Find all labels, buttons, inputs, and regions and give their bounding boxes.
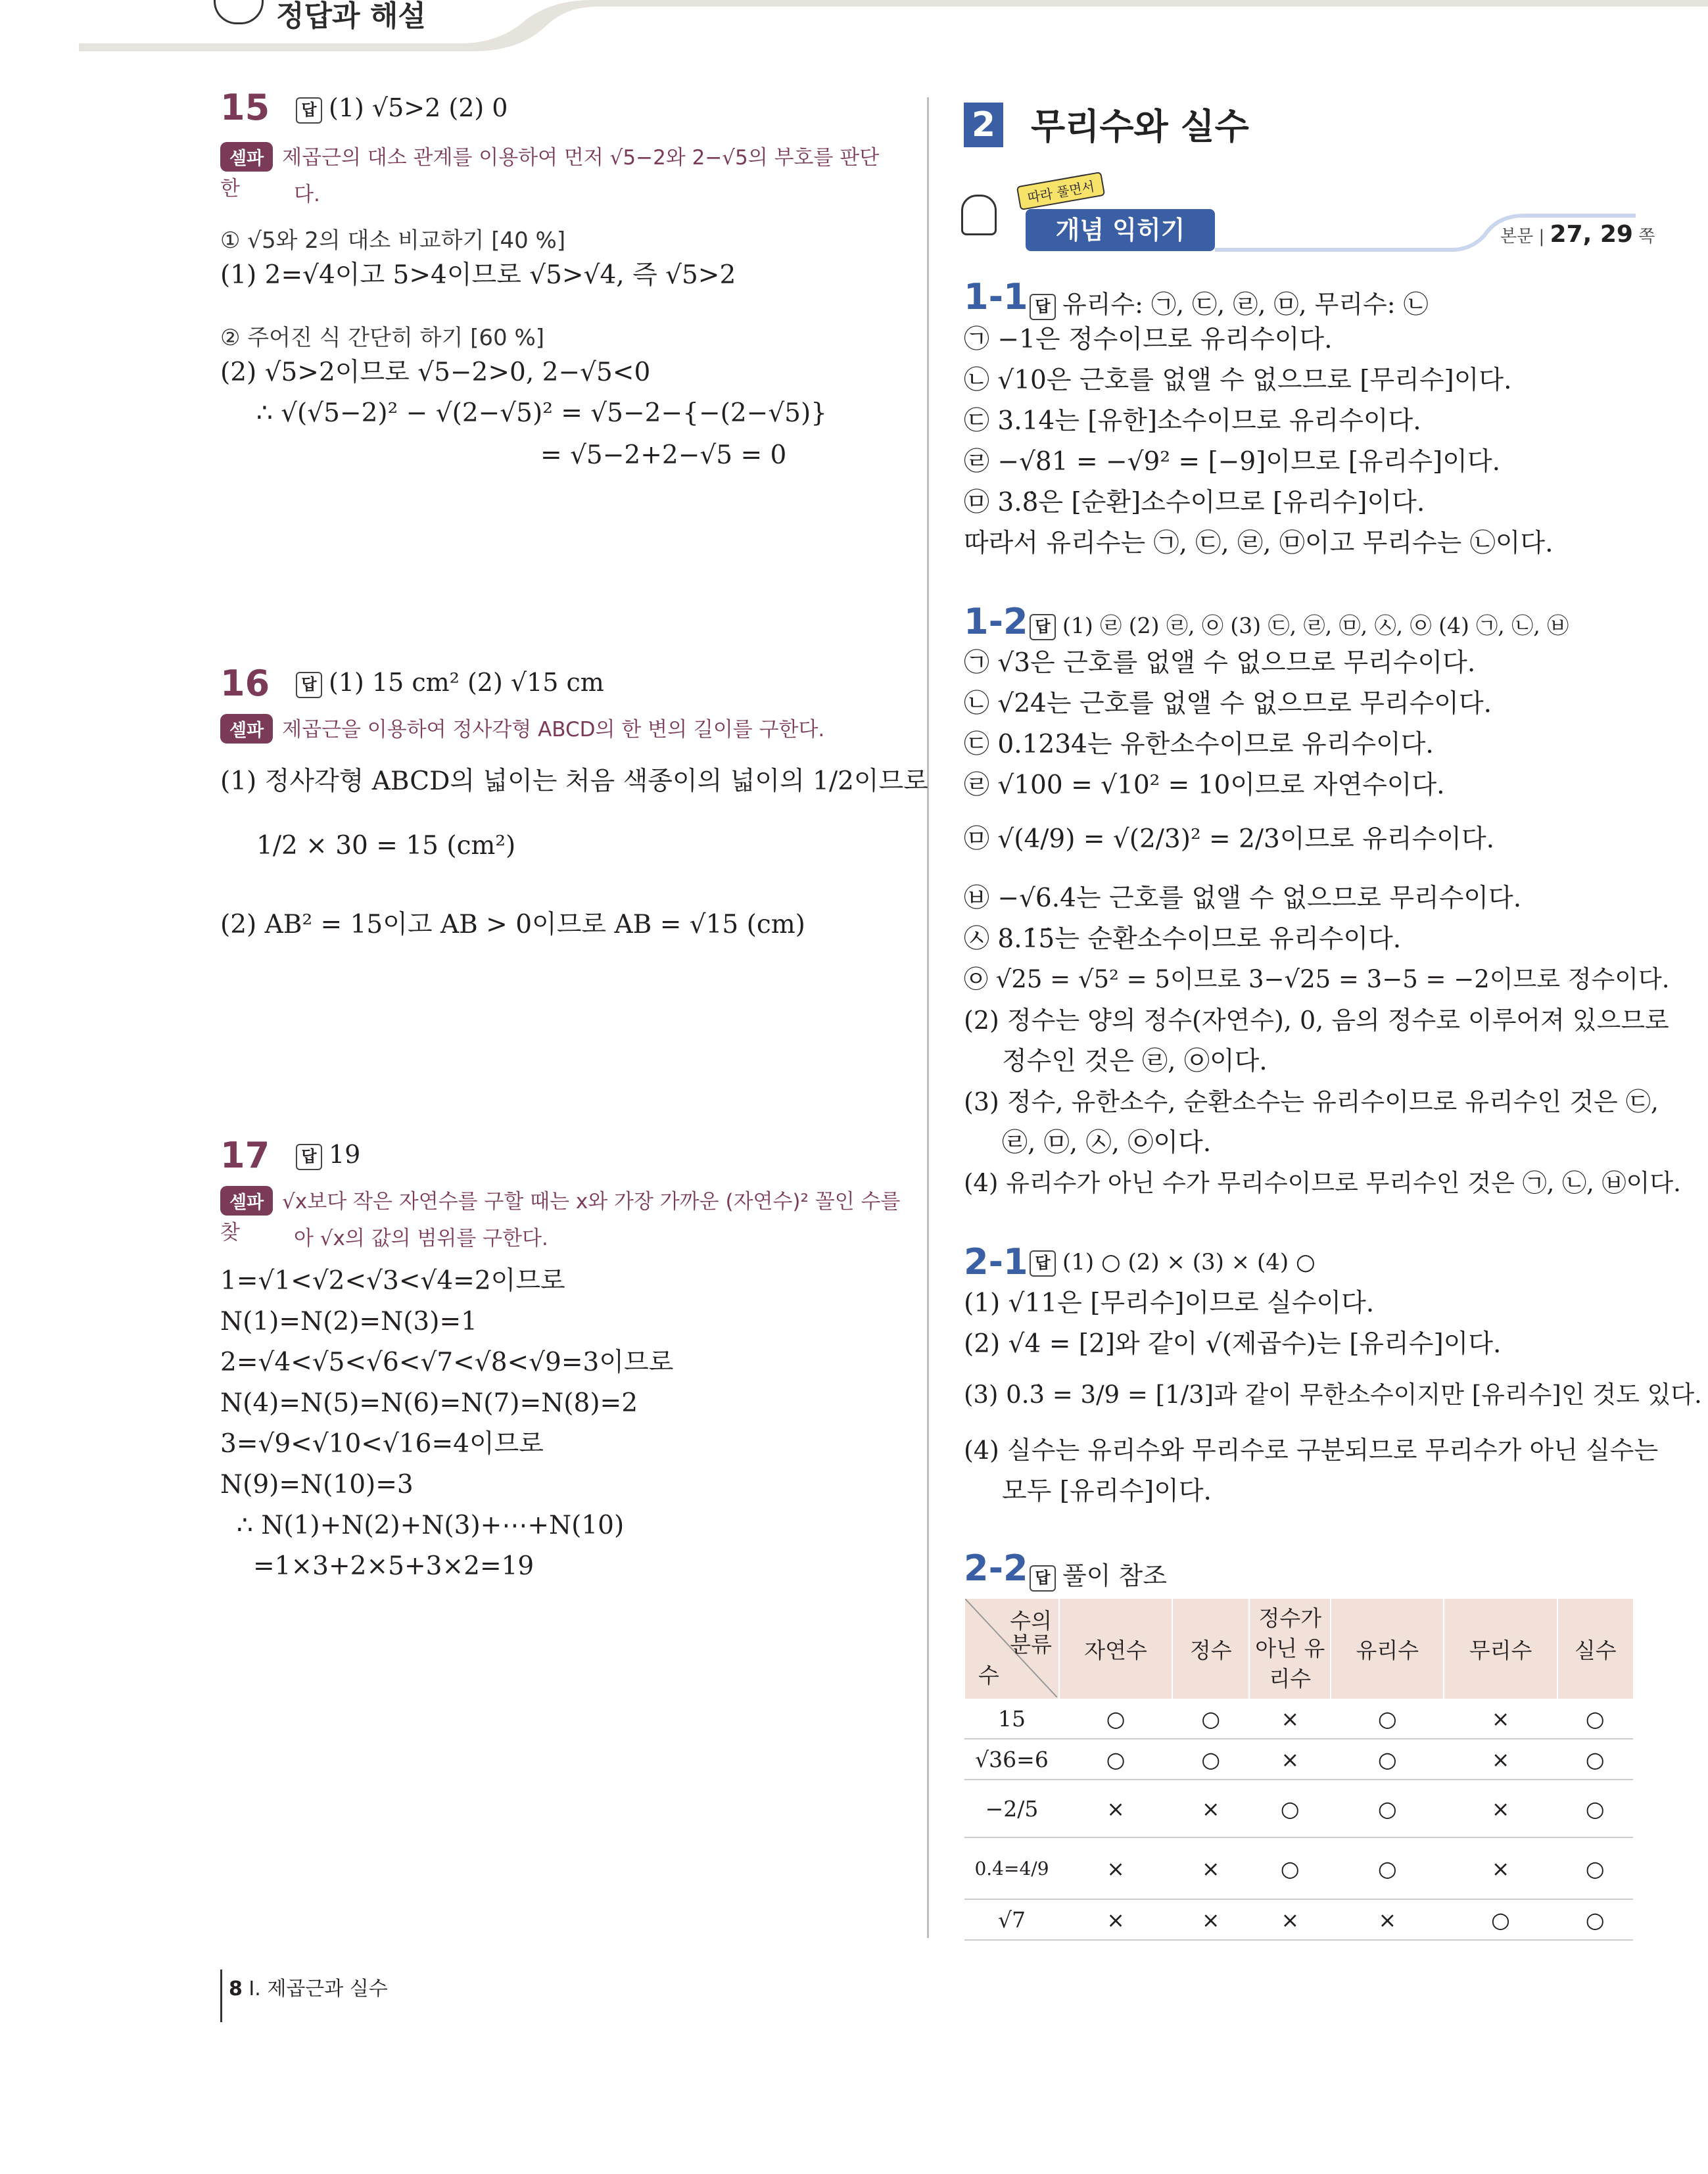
solution-line: 모두 [유리수]이다. bbox=[1002, 1477, 1212, 1506]
table-cell: ○ bbox=[1331, 1837, 1444, 1899]
page-ref-pages: 27, 29 bbox=[1550, 221, 1633, 248]
table-cell: × bbox=[1172, 1837, 1249, 1899]
table-cell: ○ bbox=[1444, 1899, 1557, 1940]
answer-icon: 답 bbox=[1030, 1565, 1056, 1592]
problem-number-17: 17 bbox=[220, 1135, 270, 1176]
solution-line: ㉣, ㉤, ㉦, ㉧이다. bbox=[1002, 1128, 1212, 1158]
row-label: 15 bbox=[964, 1699, 1059, 1739]
footer-rule bbox=[220, 1970, 222, 2022]
solution-line: 2=√4<√5<√6<√7<√8<√9=3이므로 bbox=[220, 1348, 674, 1377]
solution-line: (3) 정수, 유한소수, 순환소수는 유리수이므로 유리수인 것은 ㉢, bbox=[964, 1087, 1659, 1116]
col-header: 정수가 아닌 유리수 bbox=[1249, 1599, 1331, 1699]
answer-icon: 답 bbox=[296, 1144, 322, 1170]
answer-17 bbox=[296, 1140, 360, 1170]
hint-15 bbox=[220, 141, 891, 201]
solution-line: ㉣ −√81 = −√9² = [−9]이므로 [유리수]이다. bbox=[964, 447, 1501, 477]
solution-line: N(9)=N(10)=3 bbox=[220, 1470, 414, 1500]
table-row bbox=[964, 1699, 1633, 1739]
answer-icon: 답 bbox=[1030, 1250, 1056, 1277]
page-number: 8 bbox=[229, 1977, 243, 2000]
solution-line: (1) 2=√4이고 5>4이므로 √5>√4, 즉 √5>2 bbox=[220, 260, 736, 290]
answer-text: 19 bbox=[329, 1140, 361, 1169]
hint-16 bbox=[220, 713, 904, 744]
table-cell: ○ bbox=[1557, 1699, 1633, 1739]
hint-text: √x보다 작은 자연수를 구할 때는 x와 가장 가까운 (자연수)² 꼴인 수를 찾 bbox=[220, 1190, 901, 1244]
classification-table bbox=[964, 1599, 1633, 1941]
solution-line: ∴ √(√5−2)² − √(2−√5)² = √5−2−{−(2−√5)} bbox=[256, 398, 828, 428]
table-cell: ○ bbox=[1249, 1780, 1331, 1837]
table-row bbox=[964, 1739, 1633, 1780]
hint-text: 제곱근을 이용하여 정사각형 ABCD의 한 변의 길이를 구한다. bbox=[282, 718, 825, 742]
answer-text: 풀이 참조 bbox=[1062, 1561, 1167, 1590]
col-header: 실수 bbox=[1557, 1599, 1633, 1699]
hint-15-cont: 다. bbox=[294, 183, 320, 206]
solution-line: (2) √4 = [2]와 같이 √(제곱수)는 [유리수]이다. bbox=[964, 1329, 1502, 1359]
corner-mid-label: 분류 bbox=[1010, 1632, 1052, 1657]
solution-line: ㉢ 0.1234는 유한소수이므로 유리수이다. bbox=[964, 730, 1434, 759]
hint-text: 제곱근의 대소 관계를 이용하여 먼저 √5−2와 2−√5의 부호를 판단한 bbox=[220, 146, 880, 201]
solution-line: =1×3+2×5+3×2=19 bbox=[253, 1551, 534, 1581]
solution-line: ㉥ −√6.4는 근호를 없앨 수 없으므로 무리수이다. bbox=[964, 884, 1522, 913]
solution-line: N(4)=N(5)=N(6)=N(7)=N(8)=2 bbox=[220, 1388, 638, 1418]
problem-number-15: 15 bbox=[220, 87, 270, 128]
col-header: 자연수 bbox=[1059, 1599, 1172, 1699]
page-ref-prefix: 본문 | bbox=[1500, 227, 1550, 247]
table-cell: × bbox=[1444, 1837, 1557, 1899]
hint-badge: 셀파 bbox=[220, 1186, 273, 1216]
solution-line: (2) 정수는 양의 정수(자연수), 0, 음의 정수로 이루어져 있으므로 bbox=[964, 1006, 1669, 1035]
hint-badge: 셀파 bbox=[220, 714, 273, 744]
mascot-icon bbox=[961, 195, 997, 235]
step-2: ② 주어진 식 간단히 하기 [60 %] bbox=[220, 325, 545, 351]
page-ref bbox=[1500, 221, 1655, 248]
answer-text: (1) √5>2 (2) 0 bbox=[329, 93, 508, 122]
solution-line: 1/2 × 30 = 15 (cm²) bbox=[256, 831, 516, 861]
solution-line: ㉠ √3은 근호를 없앨 수 없으므로 무리수이다. bbox=[964, 648, 1476, 678]
table-cell: × bbox=[1172, 1899, 1249, 1940]
row-label: √36=6 bbox=[964, 1739, 1059, 1780]
solution-line: ㉤ √(4/9) = √(2/3)² = 2/3이므로 유리수이다. bbox=[964, 824, 1495, 854]
solution-line: 정수인 것은 ㉣, ㉧이다. bbox=[1002, 1047, 1268, 1076]
answer-1-2 bbox=[1030, 609, 1569, 640]
solution-line: (1) √11은 [무리수]이므로 실수이다. bbox=[964, 1288, 1375, 1318]
table-cell: × bbox=[1059, 1899, 1172, 1940]
solution-line: 따라서 유리수는 ㉠, ㉢, ㉣, ㉤이고 무리수는 ㉡이다. bbox=[964, 529, 1554, 558]
table-cell: ○ bbox=[1172, 1699, 1249, 1739]
solution-line: (2) √5>2이므로 √5−2>0, 2−√5<0 bbox=[220, 358, 651, 387]
solution-line: ㉠ −1은 정수이므로 유리수이다. bbox=[964, 325, 1333, 354]
answer-text: (1) ㉣ (2) ㉣, ㉧ (3) ㉢, ㉣, ㉤, ㉦, ㉧ (4) ㉠, ㉡, ㉥ bbox=[1062, 613, 1569, 638]
table-cell: ○ bbox=[1557, 1837, 1633, 1899]
solution-line: 3=√9<√10<√16=4이므로 bbox=[220, 1429, 544, 1459]
hint-17-cont: 아 √x의 값의 범위를 구한다. bbox=[294, 1227, 548, 1250]
table-row bbox=[964, 1899, 1633, 1940]
col-header: 유리수 bbox=[1331, 1599, 1444, 1699]
solution-line: ㉤ 3.8̇은 [순환]소수이므로 [유리수]이다. bbox=[964, 488, 1425, 517]
table-cell: × bbox=[1249, 1699, 1331, 1739]
solution-line: ㉣ √100 = √10² = 10이므로 자연수이다. bbox=[964, 770, 1445, 800]
table-cell: ○ bbox=[1557, 1899, 1633, 1940]
footer bbox=[229, 1972, 388, 2001]
section-number: 2 bbox=[964, 103, 1003, 147]
chapter-label: I. 제곱근과 실수 bbox=[249, 1977, 388, 2000]
banner-label: 개념 익히기 bbox=[1026, 209, 1215, 251]
solution-line: ㉢ 3.14는 [유한]소수이므로 유리수이다. bbox=[964, 406, 1421, 436]
solution-line: ㉧ √25 = √5² = 5이므로 3−√25 = 3−5 = −2이므로 정수이다. bbox=[964, 965, 1670, 993]
col-header: 무리수 bbox=[1444, 1599, 1557, 1699]
problem-number-2-2: 2-2 bbox=[964, 1548, 1028, 1589]
table-cell: × bbox=[1172, 1780, 1249, 1837]
solution-line: (1) 정사각형 ABCD의 넓이는 처음 색종이의 넓이의 1/2이므로 bbox=[220, 767, 928, 796]
solution-line: (4) 유리수가 아닌 수가 무리수이므로 무리수인 것은 ㉠, ㉡, ㉥이다. bbox=[964, 1169, 1681, 1197]
step-1: ① √5와 2의 대소 비교하기 [40 %] bbox=[220, 227, 566, 254]
table-cell: ○ bbox=[1249, 1837, 1331, 1899]
solution-line: ㉡ √10은 근호를 없앨 수 없으므로 [무리수]이다. bbox=[964, 366, 1512, 395]
table-cell: ○ bbox=[1059, 1699, 1172, 1739]
table-cell: ○ bbox=[1331, 1780, 1444, 1837]
corner-bottom-label: 수 bbox=[978, 1663, 999, 1688]
table-cell: × bbox=[1331, 1899, 1444, 1940]
table-cell: ○ bbox=[1059, 1739, 1172, 1780]
table-cell: ○ bbox=[1172, 1739, 1249, 1780]
row-label: √7 bbox=[964, 1899, 1059, 1940]
solution-line: ㉦ 8.1̇5̇는 순환소수이므로 유리수이다. bbox=[964, 924, 1402, 954]
answer-text: 유리수: ㉠, ㉢, ㉣, ㉤, 무리수: ㉡ bbox=[1062, 290, 1429, 319]
answer-1-1 bbox=[1030, 284, 1429, 320]
table-cell: × bbox=[1249, 1899, 1331, 1940]
table-corner-cell bbox=[964, 1599, 1059, 1699]
table-cell: × bbox=[1444, 1699, 1557, 1739]
column-divider bbox=[927, 97, 929, 1938]
table-cell: ○ bbox=[1557, 1739, 1633, 1780]
table-cell: × bbox=[1444, 1780, 1557, 1837]
problem-number-2-1: 2-1 bbox=[964, 1241, 1028, 1283]
banner-sticker: 따라 풀면서 bbox=[1016, 172, 1105, 210]
answer-icon: 답 bbox=[1030, 614, 1056, 640]
table-row bbox=[964, 1837, 1633, 1899]
table-row bbox=[964, 1780, 1633, 1837]
solution-line: ∴ N(1)+N(2)+N(3)+⋯+N(10) bbox=[237, 1511, 625, 1540]
answer-icon: 답 bbox=[1030, 294, 1056, 320]
row-label: −2/5 bbox=[964, 1780, 1059, 1837]
answer-icon: 답 bbox=[296, 672, 322, 698]
table-cell: × bbox=[1059, 1837, 1172, 1899]
table-header-row bbox=[964, 1599, 1633, 1699]
hint-badge: 셀파 bbox=[220, 142, 273, 172]
problem-number-1-2: 1-2 bbox=[964, 601, 1028, 642]
answer-15 bbox=[296, 93, 508, 124]
table-cell: × bbox=[1249, 1739, 1331, 1780]
answer-2-2 bbox=[1030, 1555, 1167, 1592]
problem-number-1-1: 1-1 bbox=[964, 276, 1028, 318]
table-cell: × bbox=[1059, 1780, 1172, 1837]
table-cell: ○ bbox=[1557, 1780, 1633, 1837]
solution-line: (2) AB² = 15이고 AB > 0이므로 AB = √15 (cm) bbox=[220, 910, 805, 939]
solution-line: = √5−2+2−√5 = 0 bbox=[540, 440, 787, 470]
problem-number-16: 16 bbox=[220, 663, 270, 704]
answer-16 bbox=[296, 668, 604, 698]
section-title: 무리수와 실수 bbox=[1031, 106, 1249, 147]
header-title: 정답과 해설 bbox=[276, 0, 426, 33]
solution-line: 1=√1<√2<√3<√4=2이므로 bbox=[220, 1266, 565, 1296]
corner-top-label: 수의 bbox=[1010, 1608, 1052, 1634]
answer-icon: 답 bbox=[296, 97, 322, 124]
solution-line: (3) 0.3̇ = 3/9 = [1/3]과 같이 무한소수이지만 [유리수]인 것도 있다. bbox=[964, 1381, 1702, 1409]
page-ref-suffix: 쪽 bbox=[1632, 227, 1655, 247]
solution-line: ㉡ √24는 근호를 없앨 수 없으므로 무리수이다. bbox=[964, 689, 1492, 719]
solution-line: (4) 실수는 유리수와 무리수로 구분되므로 무리수가 아닌 실수는 bbox=[964, 1436, 1659, 1465]
answer-text: (1) ○ (2) × (3) × (4) ○ bbox=[1062, 1249, 1316, 1275]
answer-2-1 bbox=[1030, 1249, 1316, 1277]
col-header: 정수 bbox=[1172, 1599, 1249, 1699]
answer-text: (1) 15 cm² (2) √15 cm bbox=[329, 668, 604, 697]
row-label: 0.4̇=4/9 bbox=[964, 1837, 1059, 1899]
table-cell: ○ bbox=[1331, 1699, 1444, 1739]
table-cell: × bbox=[1444, 1739, 1557, 1780]
table-cell: ○ bbox=[1331, 1739, 1444, 1780]
solution-line: N(1)=N(2)=N(3)=1 bbox=[220, 1307, 477, 1336]
